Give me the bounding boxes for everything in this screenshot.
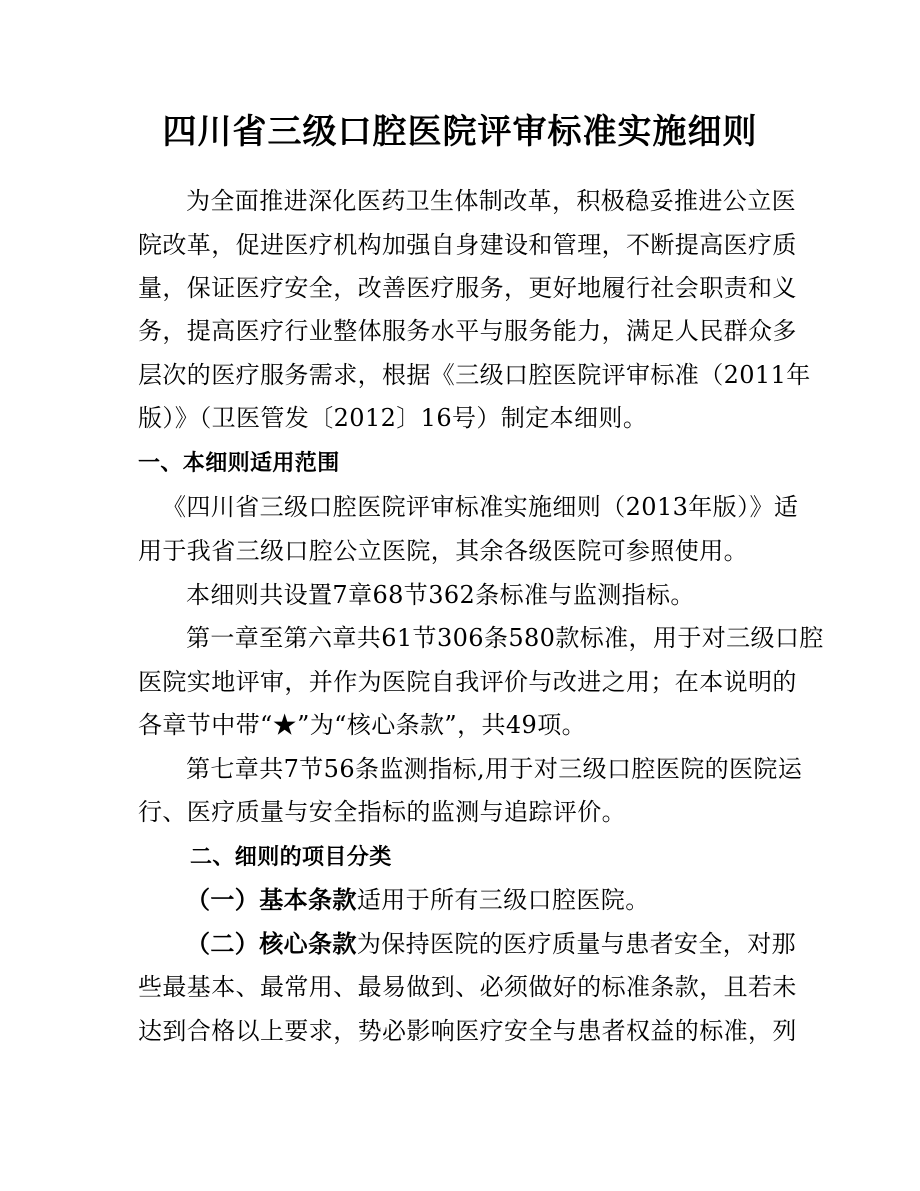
scope-structure-line: 本细则共设置7章68节362条标准与监测指标。 (186, 581, 695, 609)
chapters-line-3: 各章节中带“★”为“核心条款”，共49项。 (138, 711, 587, 739)
chapters-line-2: 医院实地评审，并作为医院自我评价与改进之用；在本说明的 (138, 668, 797, 696)
item-core-text: 为保持医院的医疗质量与患者安全，对那 (356, 930, 797, 958)
intro-line-6: 版）》（卫医管发〔2012〕16号）制定本细则。 (138, 404, 648, 432)
item-core-label: （二）核心条款 (186, 930, 357, 958)
item-basic-clauses (186, 885, 836, 915)
section-heading-classification: 二、细则的项目分类 (190, 845, 392, 870)
chapters-line-1: 第一章至第六章共61节306条580款标准，用于对三级口腔 (186, 624, 824, 652)
document-title: 四川省三级口腔医院评审标准实施细则 (162, 112, 758, 152)
scope-line-1: 《四川省三级口腔医院评审标准实施细则（2013年版）》适 (162, 493, 799, 521)
intro-line-3: 量，保证医疗安全，改善医疗服务，更好地履行社会职责和义 (138, 274, 797, 302)
item-basic-text: 适用于所有三级口腔医院。 (356, 886, 650, 914)
section-heading-scope: 一、本细则适用范围 (138, 451, 340, 476)
chapter7-line-1: 第七章共7节56条监测指标,用于对三级口腔医院的医院运 (186, 755, 803, 783)
item-core-clauses (186, 929, 797, 959)
core-line-2: 些最基本、最常用、最易做到、必须做好的标准条款，且若未 (138, 973, 797, 1001)
intro-line-2: 院改革，促进医疗机构加强自身建设和管理，不断提高医疗质 (138, 231, 797, 259)
core-line-3: 达到合格以上要求，势必影响医疗安全与患者权益的标准，列 (138, 1017, 797, 1045)
intro-line-1: 为全面推进深化医药卫生体制改革，积极稳妥推进公立医 (186, 187, 796, 215)
intro-line-5: 层次的医疗服务需求，根据《三级口腔医院评审标准（2011年 (138, 361, 811, 389)
scope-line-2: 用于我省三级口腔公立医院，其余各级医院可参照使用。 (138, 537, 748, 565)
intro-line-4: 务，提高医疗行业整体服务水平与服务能力，满足人民群众多 (138, 317, 797, 345)
chapter7-line-2: 行、医疗质量与安全指标的监测与追踪评价。 (138, 798, 626, 826)
item-basic-label: （一）基本条款 (186, 886, 357, 914)
